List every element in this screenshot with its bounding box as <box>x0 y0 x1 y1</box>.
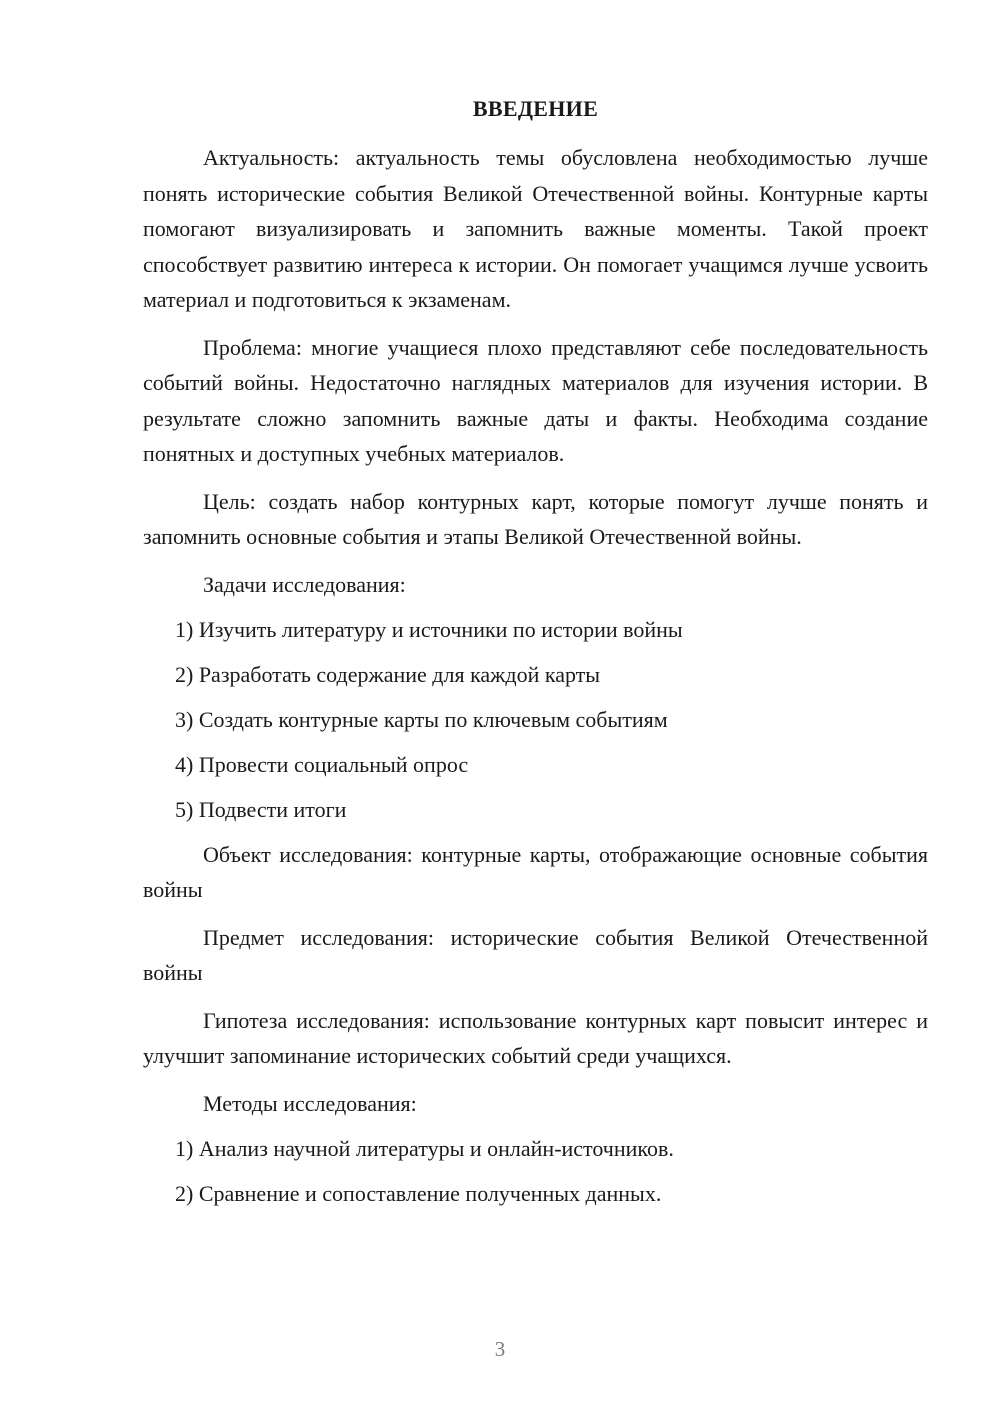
task-item: 1) Изучить литературу и источники по истории войны <box>175 616 683 642</box>
hypothesis-paragraph: Гипотеза исследования: использование контурных карт повысит интерес и улучшит запоминание исторических событий среди учащихся. <box>143 1007 928 1068</box>
problem-paragraph: Проблема: многие учащиеся плохо представляют себе последовательность событий войны. Недостаточно наглядных материалов для изучения истории. В результате сложно запомнить важные даты и факты. Необходима создание понятных и доступных учебных материалов. <box>143 334 928 466</box>
tasks-heading: Задачи исследования: <box>203 571 406 597</box>
task-item: 5) Подвести итоги <box>175 796 347 822</box>
task-item: 2) Разработать содержание для каждой карты <box>175 661 601 687</box>
subject-paragraph: Предмет исследования: исторические события Великой Отечественной войны <box>143 924 928 985</box>
goal-paragraph: Цель: создать набор контурных карт, которые помогут лучше понять и запомнить основные события и этапы Великой Отечественной войны. <box>143 488 928 549</box>
task-item: 4) Провести социальный опрос <box>175 751 469 777</box>
method-item: 2) Сравнение и сопоставление полученных данных. <box>175 1180 662 1206</box>
relevance-paragraph: Актуальность: актуальность темы обусловлена необходимостью лучше понять исторические события Великой Отечественной войны. Контурные карты помогают визуализировать и запомнить важные моменты. Такой проект способствует развитию интереса к истории. Он помогает учащимся лучше усвоить материал и подготовиться к экзаменам. <box>143 145 928 312</box>
document-page <box>143 94 928 1221</box>
task-item: 3) Создать контурные карты по ключевым событиям <box>175 706 668 732</box>
methods-heading: Методы исследования: <box>203 1090 417 1116</box>
method-item: 1) Анализ научной литературы и онлайн-источников. <box>175 1135 674 1161</box>
tasks-list <box>143 612 928 827</box>
page-title: ВВЕДЕНИЕ <box>472 96 599 121</box>
page-number: 3 <box>494 1337 506 1361</box>
object-paragraph: Объект исследования: контурные карты, отображающие основные события войны <box>143 841 928 902</box>
methods-list <box>143 1131 928 1211</box>
